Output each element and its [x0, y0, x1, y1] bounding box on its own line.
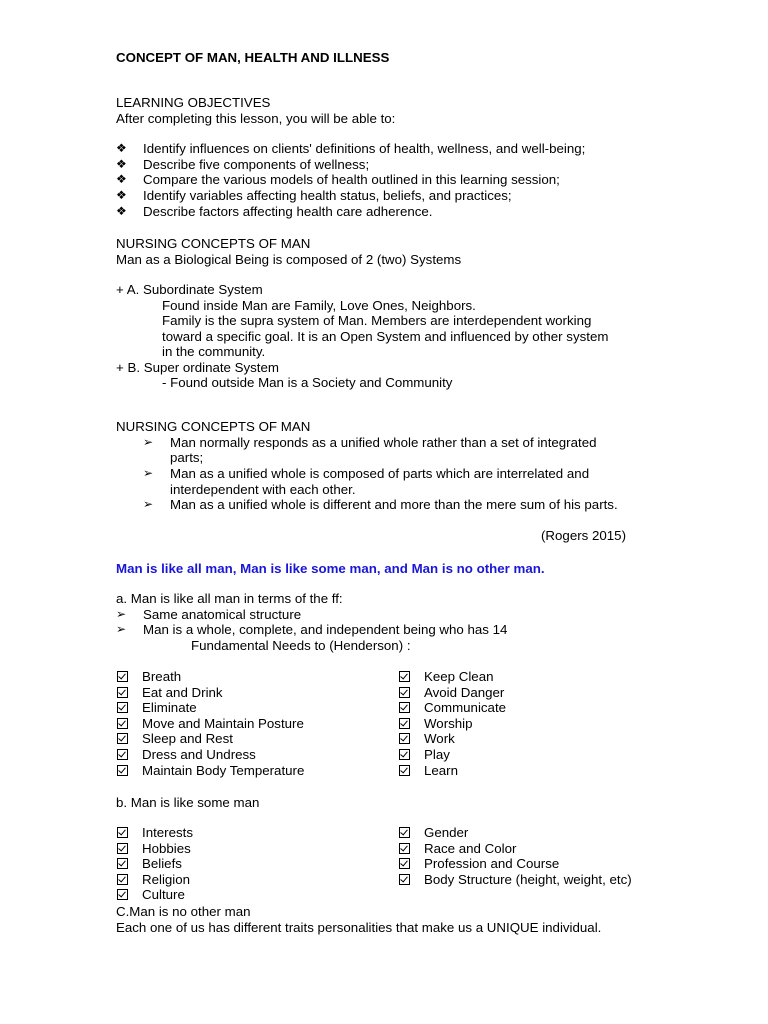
- checklist-item: Body Structure (height, weight, etc): [398, 872, 680, 888]
- text-line: Fundamental Needs to (Henderson) :: [191, 637, 411, 653]
- checkbox-checked-icon: [117, 858, 128, 869]
- section-heading: NURSING CONCEPTS OF MAN: [116, 236, 311, 251]
- checkbox-checked-icon: [399, 671, 410, 682]
- objectives-heading: LEARNING OBJECTIVES: [116, 95, 271, 110]
- checkbox-checked-icon: [117, 889, 128, 900]
- checkbox-checked-icon: [399, 827, 410, 838]
- text-line: Man normally responds as a unified whole rather than a set of integrated: [170, 434, 597, 450]
- arrow-bullet-icon: ➢: [143, 434, 154, 449]
- arrow-bullet-icon: ➢: [143, 465, 154, 480]
- checkbox-checked-icon: [399, 765, 410, 776]
- superordinate-system-label: + B. Super ordinate System: [116, 359, 279, 375]
- checkbox-checked-icon: [399, 843, 410, 854]
- section-a: [116, 591, 507, 653]
- checkbox-checked-icon: [117, 687, 128, 698]
- checklist-item: Eat and Drink: [116, 685, 398, 701]
- checkbox-checked-icon: [399, 874, 410, 885]
- checkbox-checked-icon: [399, 733, 410, 744]
- checklist-item: Move and Maintain Posture: [116, 716, 398, 732]
- section-intro: Man as a Biological Being is composed of 2 (two) Systems: [116, 251, 462, 267]
- objective-item: ❖ Identify influences on clients' definitions of health, wellness, and well-being;: [116, 141, 586, 156]
- diamond-bullet-icon: ❖: [116, 141, 127, 155]
- checkbox-checked-icon: [117, 671, 128, 682]
- section-b-label: b. Man is like some man: [116, 795, 260, 810]
- some-man-list: [116, 825, 680, 903]
- checklist-item: Beliefs: [116, 856, 398, 872]
- checkbox-checked-icon: [117, 874, 128, 885]
- checklist-item: Dress and Undress: [116, 747, 398, 763]
- section-c: [116, 904, 601, 935]
- objective-item: ❖ Describe five components of wellness;: [116, 156, 370, 172]
- checkbox-checked-icon: [399, 749, 410, 760]
- text-line: parts;: [170, 450, 204, 466]
- checkbox-checked-icon: [399, 858, 410, 869]
- learning-objectives: [116, 95, 585, 220]
- text-line: - Found outside Man is a Society and Community: [162, 375, 453, 390]
- objective-item: ❖ Identify variables affecting health status, beliefs, and practices;: [116, 188, 512, 204]
- section-c-label: C.Man is no other man: [116, 904, 251, 919]
- text-line: interdependent with each other.: [170, 481, 356, 497]
- checklist-item: Communicate: [398, 700, 680, 716]
- needs-right-column: [398, 669, 680, 778]
- list-item: ➢ Same anatomical structure: [116, 606, 302, 622]
- subordinate-system-label: + A. Subordinate System: [116, 282, 263, 297]
- section-heading: NURSING CONCEPTS OF MAN: [116, 419, 311, 434]
- checklist-item: Interests: [116, 825, 398, 841]
- text-line: toward a specific goal. It is an Open System and influenced by other system: [162, 328, 609, 344]
- list-item: [116, 435, 626, 466]
- list-item: [116, 497, 626, 513]
- section-a-label: a. Man is like all man in terms of the ff:: [116, 591, 343, 606]
- objective-item: ❖ Compare the various models of health outlined in this learning session;: [116, 172, 560, 188]
- checklist-item: Learn: [398, 763, 680, 779]
- checklist-item: Avoid Danger: [398, 685, 680, 701]
- arrow-bullet-icon: ➢: [116, 606, 127, 621]
- checkbox-checked-icon: [117, 702, 128, 713]
- checklist-item: Culture: [116, 887, 398, 903]
- text-line: Family is the supra system of Man. Members are interdependent working: [162, 313, 592, 328]
- checkbox-checked-icon: [117, 733, 128, 744]
- checkbox-checked-icon: [399, 687, 410, 698]
- checklist-item: Religion: [116, 872, 398, 888]
- checkbox-checked-icon: [117, 843, 128, 854]
- arrow-bullet-icon: ➢: [143, 497, 154, 512]
- arrow-bullet-icon: ➢: [116, 622, 127, 637]
- list-item: [116, 466, 626, 497]
- list-item: ➢ Man is a whole, complete, and independent being who has 14: [116, 622, 508, 638]
- checkbox-checked-icon: [399, 702, 410, 713]
- citation: (Rogers 2015): [541, 528, 626, 544]
- checkbox-checked-icon: [399, 718, 410, 729]
- nursing-concepts-systems: [116, 236, 608, 391]
- nursing-concepts-unified: [116, 419, 626, 544]
- diamond-bullet-icon: ❖: [116, 156, 127, 171]
- checklist-item: Keep Clean: [398, 669, 680, 685]
- section-c-text: Each one of us has different traits personalities that make us a UNIQUE individual.: [116, 919, 602, 935]
- text-line: Found inside Man are Family, Love Ones, Neighbors.: [162, 297, 476, 313]
- checkbox-checked-icon: [117, 765, 128, 776]
- checklist-item: Play: [398, 747, 680, 763]
- diamond-bullet-icon: ❖: [116, 188, 127, 203]
- checklist-item: Sleep and Rest: [116, 731, 398, 747]
- text-line: Man as a unified whole is different and more than the mere sum of his parts.: [170, 497, 618, 513]
- highlight-statement: Man is like all man, Man is like some man, and Man is no other man.: [116, 561, 545, 576]
- checklist-item: Eliminate: [116, 700, 398, 716]
- diamond-bullet-icon: ❖: [116, 172, 127, 187]
- checkbox-checked-icon: [117, 718, 128, 729]
- text-line: Man as a unified whole is composed of parts which are interrelated and: [170, 465, 590, 481]
- diamond-bullet-icon: ❖: [116, 203, 127, 218]
- checklist-item: Work: [398, 731, 680, 747]
- objectives-intro: After completing this lesson, you will be able to:: [116, 110, 396, 126]
- text-line: in the community.: [162, 344, 266, 359]
- document-title: CONCEPT OF MAN, HEALTH AND ILLNESS: [116, 50, 390, 65]
- fundamental-needs-list: [116, 669, 680, 778]
- some-man-left-column: [116, 825, 398, 903]
- some-man-right-column: [398, 825, 680, 903]
- checklist-item: Maintain Body Temperature: [116, 763, 398, 779]
- needs-left-column: [116, 669, 398, 778]
- objective-item: ❖ Describe factors affecting health care adherence.: [116, 203, 433, 219]
- checklist-item: Worship: [398, 716, 680, 732]
- checklist-item: Race and Color: [398, 841, 680, 857]
- checklist-item: Gender: [398, 825, 680, 841]
- checkbox-checked-icon: [117, 827, 128, 838]
- checkbox-checked-icon: [117, 749, 128, 760]
- checklist-item: Breath: [116, 669, 398, 685]
- checklist-item: Profession and Course: [398, 856, 680, 872]
- checklist-item: Hobbies: [116, 841, 398, 857]
